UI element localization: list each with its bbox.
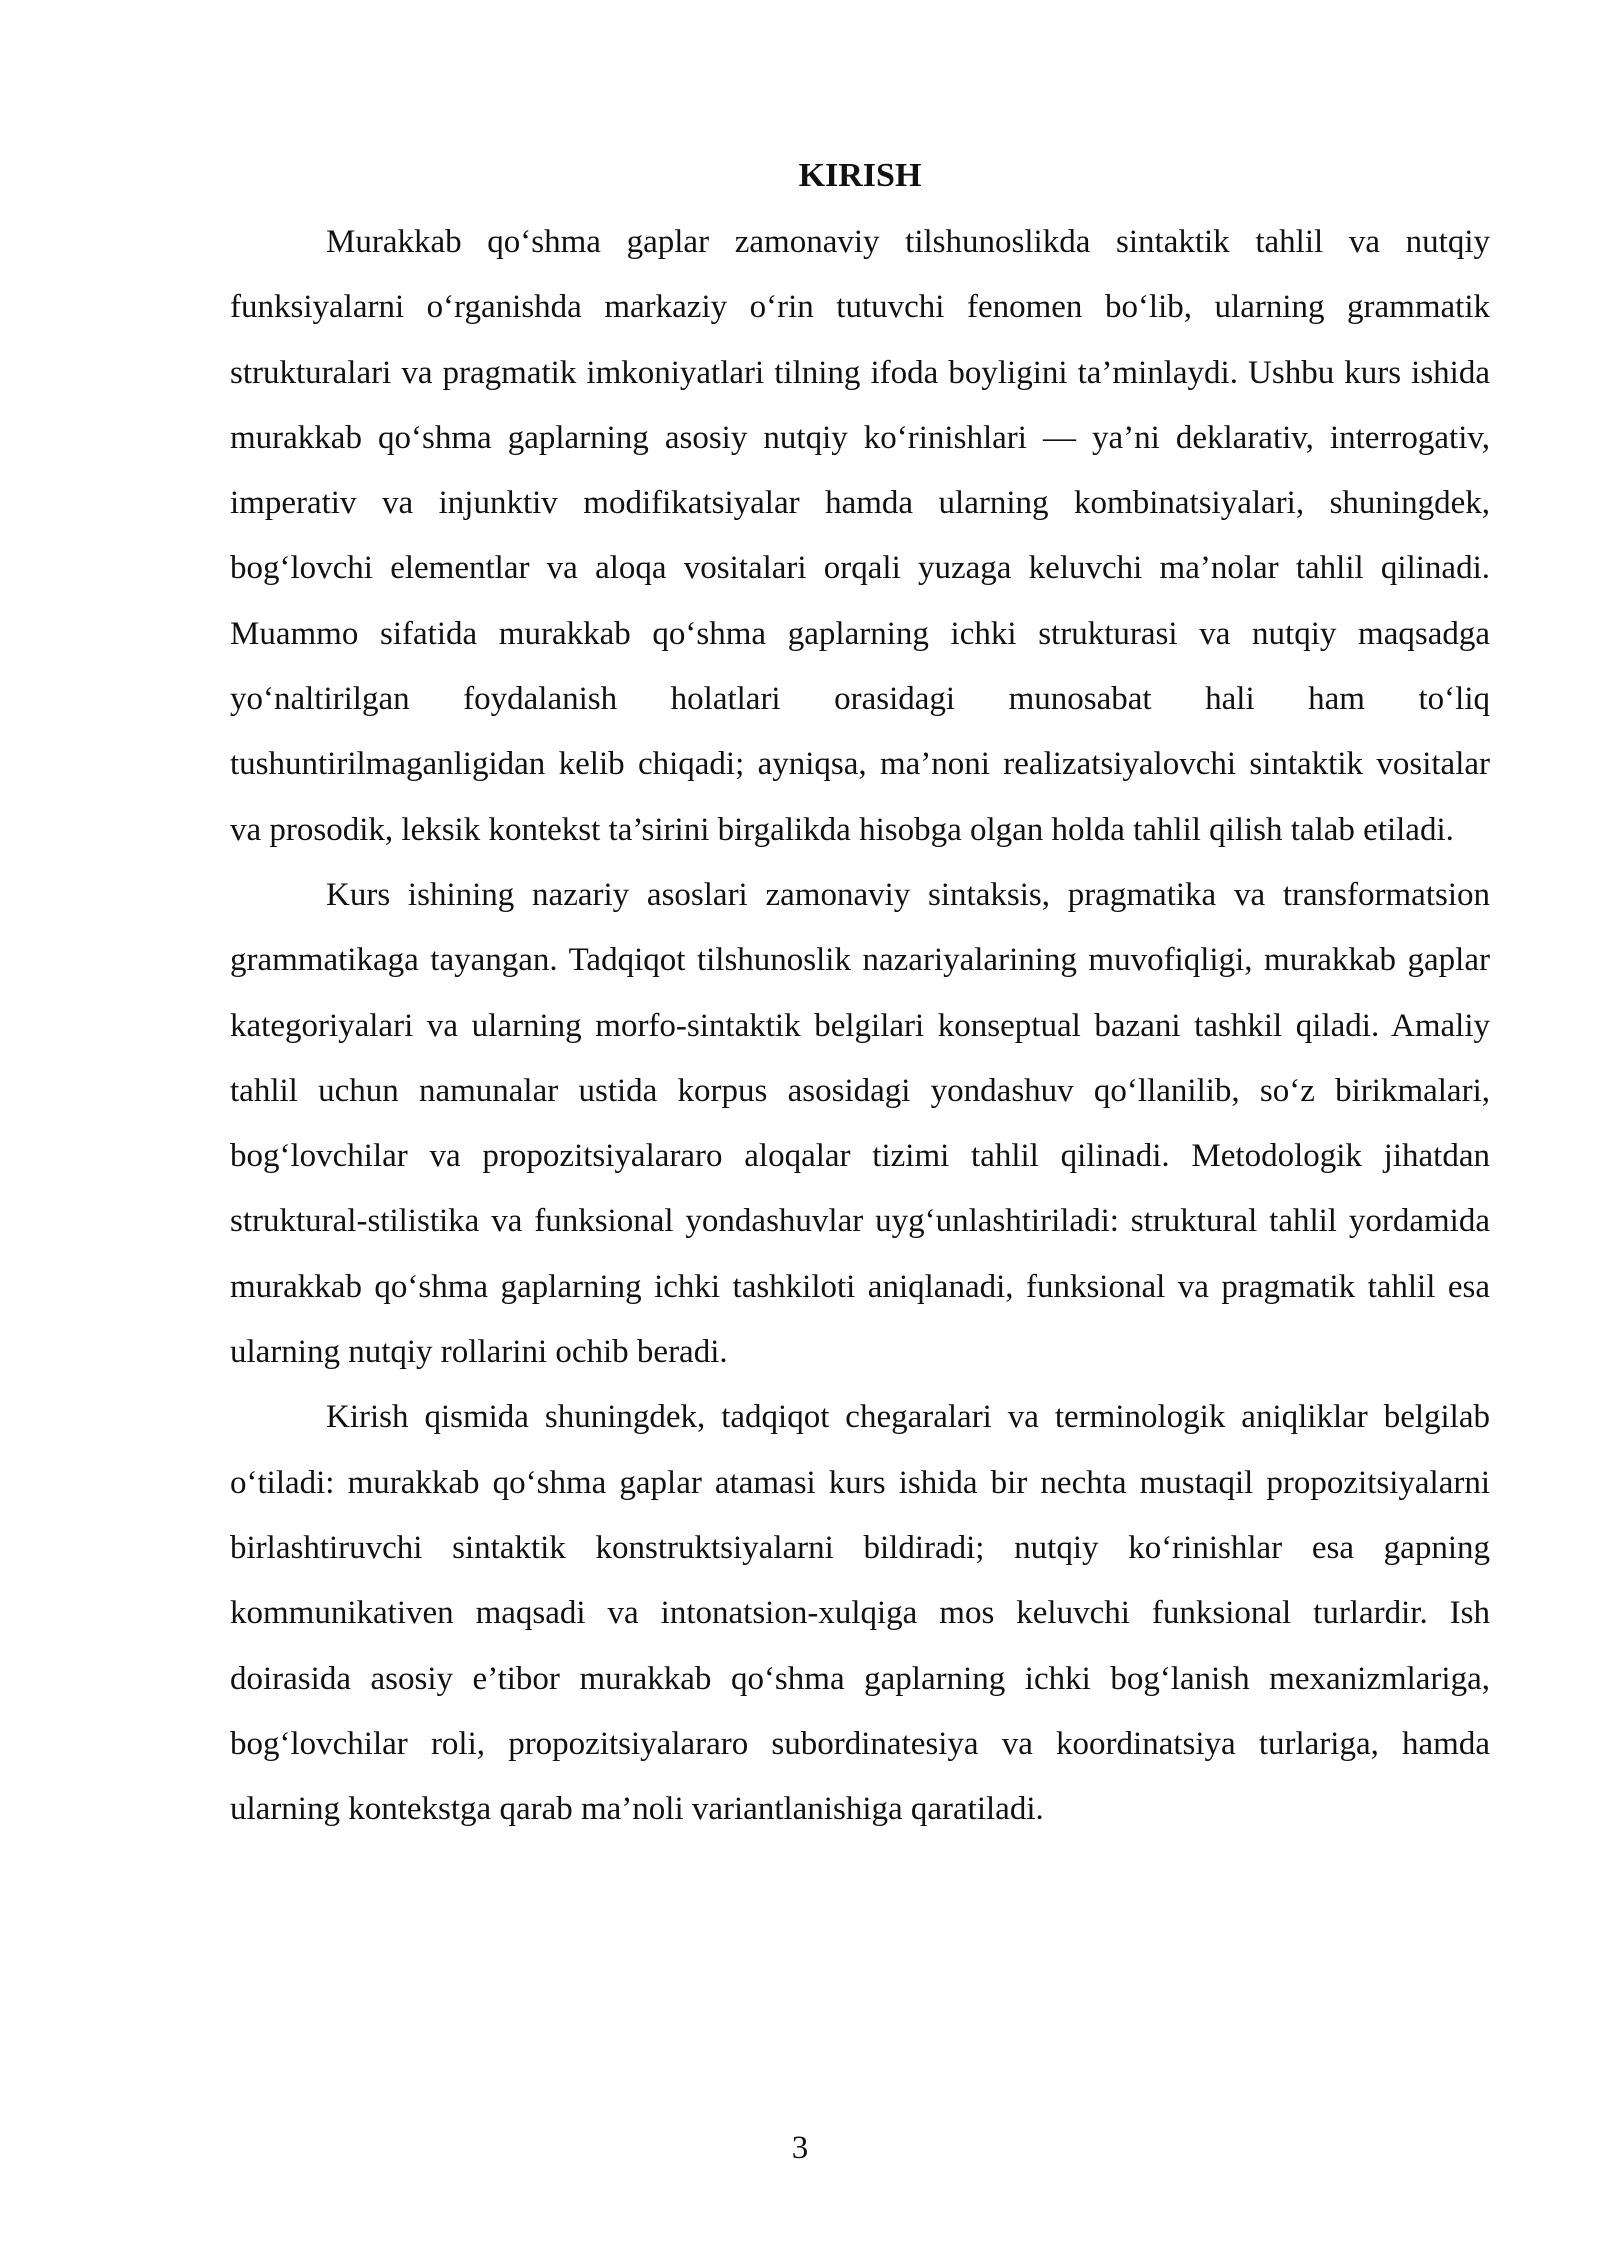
page-number: 3: [791, 2130, 809, 2166]
section-heading: KIRISH: [798, 157, 922, 194]
paragraph-2: Kurs ishining nazariy asoslari zamonaviy sintaksis, pragmatika va transformatsion grammatikaga tayangan. Tadqiqot tilshunoslik nazariyalarining muvofiqligi, murakkab gaplar kategoriyalari va ularning morfo-sintaktik belgilari konseptual bazani tashkil qiladi. Amaliy tahlil uchun namunalar ustida korpus asosidagi yondashuv qo‘llanilib, so‘z birikmalari, bog‘lovchilar va propozitsiyalararo aloqalar tizimi tahlil qilinadi. Metodologik jihatdan struktural-stilistika va funksional yondashuvlar uyg‘unlashtiriladi: struktural tahlil yordamida murakkab qo‘shma gaplarning ichki tashkiloti aniqlanadi, funksional va pragmatik tahlil esa ularning nutqiy rollarini ochib beradi.: [230, 876, 1490, 1371]
paragraph-3: Kirish qismida shuningdek, tadqiqot chegaralari va terminologik aniqliklar belgilab o‘tiladi: murakkab qo‘shma gaplar atamasi kurs ishida bir nechta mustaqil propozitsiyalarni birlashtiruvchi sintaktik konstruktsiyalarni bildiradi; nutqiy ko‘rinishlar esa gapning kommunikativen maqsadi va intonatsion-xulqiga mos keluvchi funksional turlardir. Ish doirasida asosiy e’tibor murakkab qo‘shma gaplarning ichki bog‘lanish mexanizmlariga, bog‘lovchilar roli, propozitsiyalararo subordinatesiya va koordinatsiya turlariga, hamda ularning kontekstga qarab ma’noli variantlanishiga qaratiladi.: [230, 1399, 1490, 1828]
page-content: [230, 150, 1490, 1842]
paragraph-1: Murakkab qo‘shma gaplar zamonaviy tilshunoslikda sintaktik tahlil va nutqiy funksiyalarni o‘rganishda markaziy o‘rin tutuvchi fenomen bo‘lib, ularning grammatik strukturalari va pragmatik imkoniyatlari tilning ifoda boyligini ta’minlaydi. Ushbu kurs ishida murakkab qo‘shma gaplarning asosiy nutqiy ko‘rinishlari — ya’ni deklarativ, interrogativ, imperativ va injunktiv modifikatsiyalar hamda ularning kombinatsiyalari, shuningdek, bog‘lovchi elementlar va aloqa vositalari orqali yuzaga keluvchi ma’nolar tahlil qilinadi. Muammo sifatida murakkab qo‘shma gaplarning ichki strukturasi va nutqiy maqsadga yo‘naltirilgan foydalanish holatlari orasidagi munosabat hali ham to‘liq tushuntirilmaganligidan kelib chiqadi; ayniqsa, ma’noni realizatsiyalovchi sintaktik vositalar va prosodik, leksik kontekst ta’sirini birgalikda hisobga olgan holda tahlil qilish talab etiladi.: [230, 224, 1490, 848]
